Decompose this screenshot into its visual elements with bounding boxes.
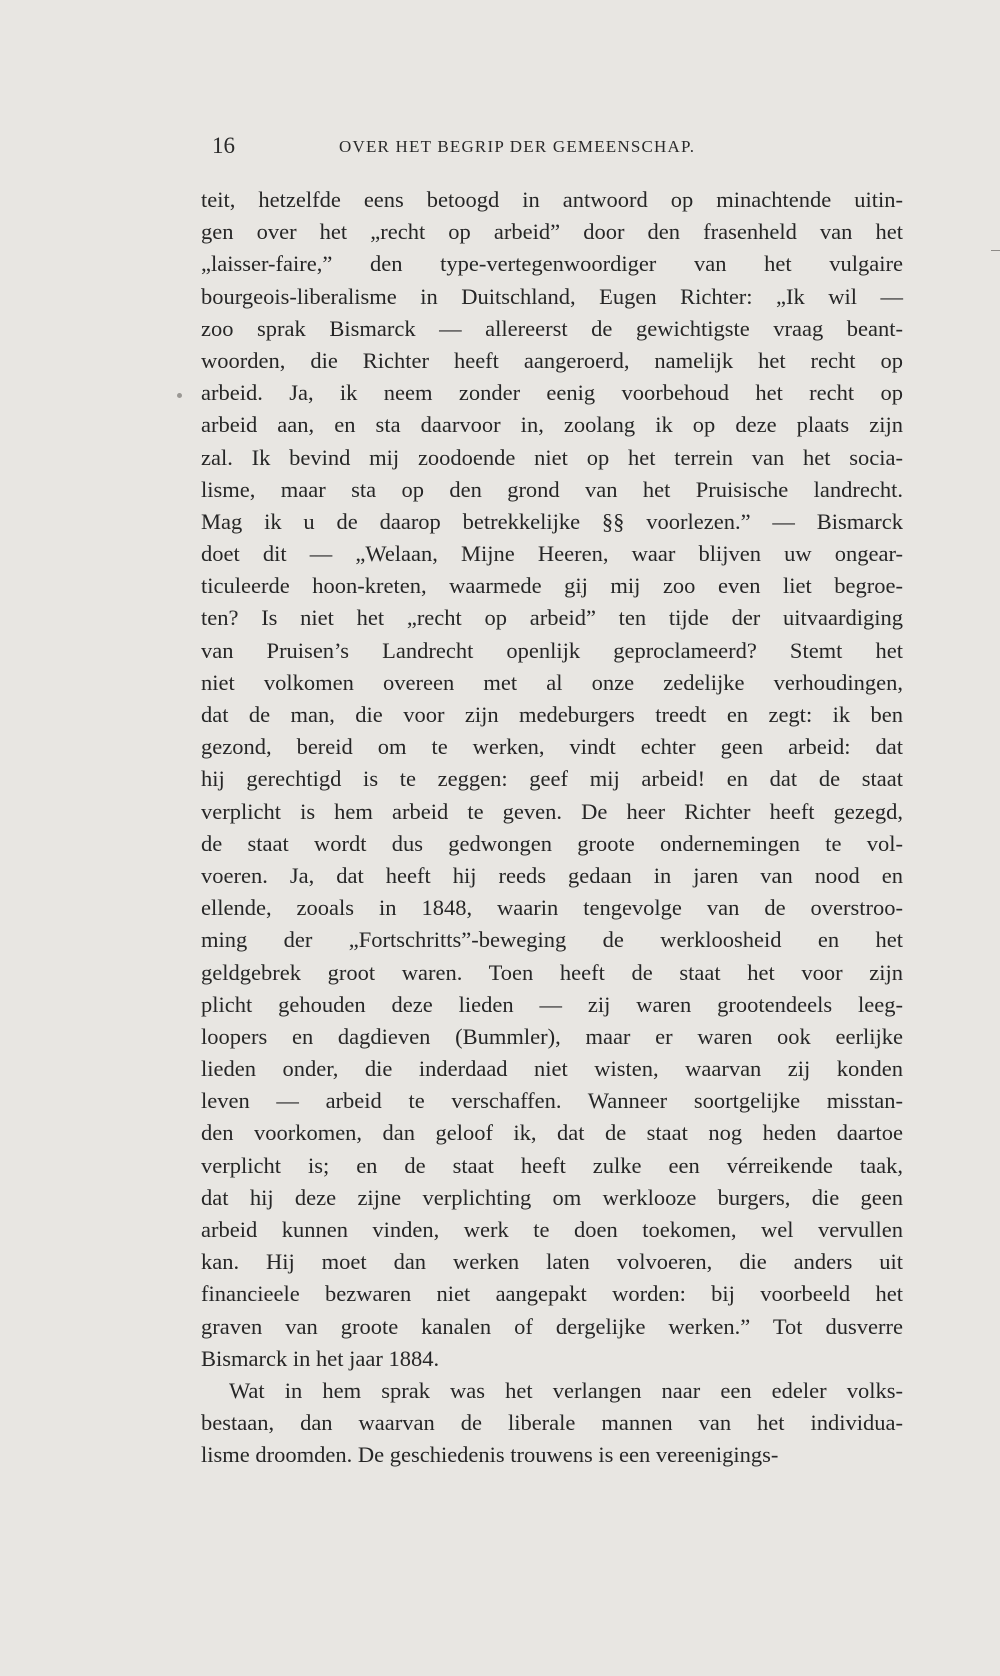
ink-speck [177, 393, 182, 398]
margin-mark [991, 250, 1000, 251]
text-line: gen over het „recht op arbeid” door den frasenheld van het [201, 219, 903, 245]
text-line: geldgebrek groot waren. Toen heeft de staat het voor zijn [201, 959, 903, 985]
text-line: Wat in hem sprak was het verlangen naar een edeler volks- [229, 1377, 903, 1403]
text-line: ticuleerde hoon-kreten, waarmede gij mij zoo even liet begroe- [201, 573, 903, 599]
text-line: teit, hetzelfde eens betoogd in antwoord op minachtende uitin- [201, 187, 903, 212]
text-line: dat de man, die voor zijn medeburgers treedt en zegt: ik ben [201, 702, 903, 727]
text-line: ellende, zooals in 1848, waarin tengevolge van de overstroo- [201, 895, 903, 921]
text-line: arbeid kunnen vinden, werk te doen toekomen, wel vervullen [201, 1217, 903, 1242]
text-line: ming der „Fortschritts”-beweging de werkloosheid en het [201, 927, 903, 953]
text-line: lisme, maar sta op den grond van het Pruisische landrecht. [201, 476, 903, 502]
text-line: voeren. Ja, dat heeft hij reeds gedaan in jaren van nood en [201, 862, 903, 888]
text-line: niet volkomen overeen met al onze zedelijke verhoudingen, [201, 669, 903, 695]
text-line: Bismarck in het jaar 1884. [201, 1345, 440, 1371]
text-line: loopers en dagdieven (Bummler), maar er waren ook eerlijke [201, 1023, 903, 1049]
text-line: Mag ik u de daarop betrekkelijke §§ voorlezen.” — Bismarck [201, 508, 903, 534]
text-line: gezond, bereid om te werken, vindt echter geen arbeid: dat [201, 734, 903, 760]
text-line: ten? Is niet het „recht op arbeid” ten tijde der uitvaardiging [201, 605, 903, 631]
text-line: lieden onder, die inderdaad niet wisten, waarvan zij konden [201, 1056, 903, 1082]
text-line: den voorkomen, dan geloof ik, dat de staat nog heden daartoe [201, 1120, 903, 1146]
text-line: de staat wordt dus gedwongen groote ondernemingen te vol- [201, 830, 903, 856]
text-line: dat hij deze zijne verplichting om werklooze burgers, die geen [201, 1184, 903, 1210]
text-line: verplicht is; en de staat heeft zulke een vérreikende taak, [201, 1152, 903, 1178]
running-title: OVER HET BEGRIP DER GEMEENSCHAP. [339, 137, 696, 156]
text-line: plicht gehouden deze lieden — zij waren grootendeels leeg- [201, 991, 903, 1017]
text-line: lisme droomden. De geschiedenis trouwens is een vereenigings- [201, 1442, 779, 1468]
page-number: 16 [212, 133, 235, 158]
text-line: financieele bezwaren niet aangepakt worden: bij voorbeeld het [201, 1281, 903, 1307]
text-line: arbeid aan, en sta daarvoor in, zoolang ik op deze plaats zijn [201, 412, 903, 438]
text-line: zoo sprak Bismarck — allereerst de gewichtigste vraag beant- [201, 315, 903, 341]
body-text [201, 184, 903, 1472]
text-line: woorden, die Richter heeft aangeroerd, namelijk het recht op [201, 347, 903, 373]
text-line: arbeid. Ja, ik neem zonder eenig voorbehoud het recht op [201, 380, 903, 406]
text-line: leven — arbeid te verschaffen. Wanneer soortgelijke misstan- [201, 1088, 903, 1114]
text-line: doet dit — „Welaan, Mijne Heeren, waar blijven uw ongear- [201, 541, 903, 567]
text-line: van Pruisen’s Landrecht openlijk geproclameerd? Stemt het [201, 637, 903, 663]
text-line: kan. Hij moet dan werken laten volvoeren, die anders uit [201, 1249, 903, 1275]
text-line: graven van groote kanalen of dergelijke werken.” Tot dusverre [201, 1313, 903, 1339]
text-line: hij gerechtigd is te zeggen: geef mij arbeid! en dat de staat [201, 766, 903, 792]
text-line: „laisser-faire,” den type-vertegenwoordiger van het vulgaire [201, 251, 903, 277]
text-line: verplicht is hem arbeid te geven. De heer Richter heeft gezegd, [201, 798, 903, 824]
text-line: bestaan, dan waarvan de liberale mannen van het individua- [201, 1410, 903, 1436]
text-line: zal. Ik bevind mij zoodoende niet op het terrein van het socia- [201, 444, 903, 470]
page-header [212, 133, 902, 163]
text-line: bourgeois-liberalisme in Duitschland, Eugen Richter: „Ik wil — [201, 283, 903, 309]
